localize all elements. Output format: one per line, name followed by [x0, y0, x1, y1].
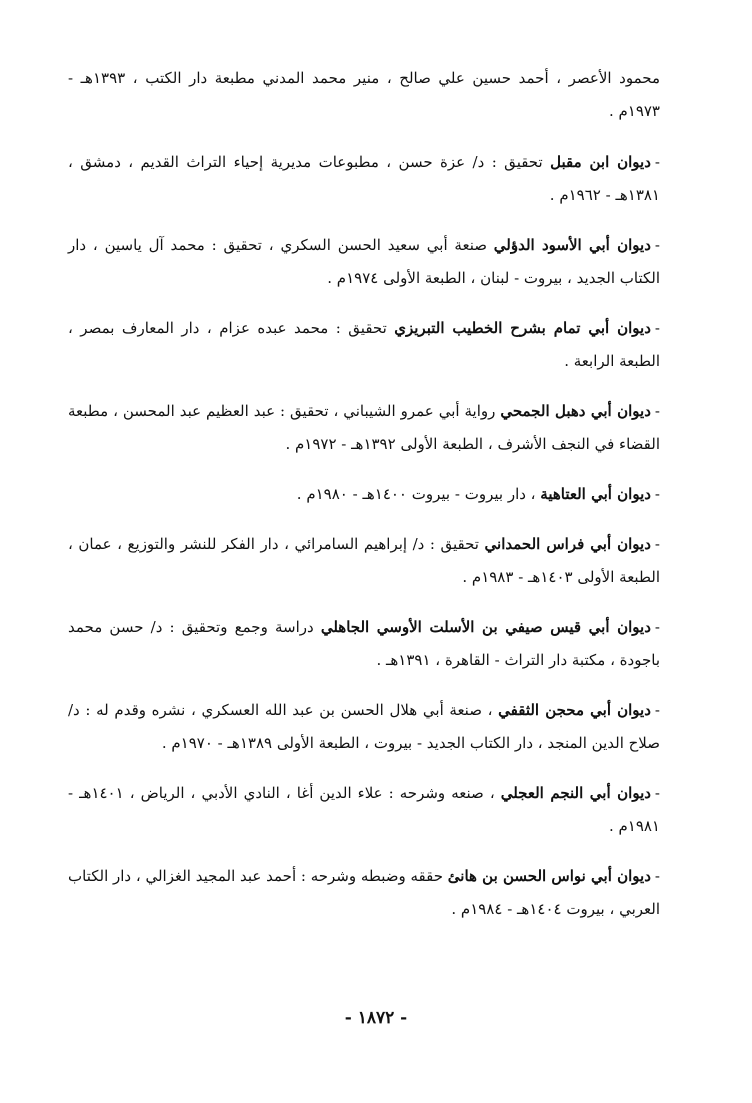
entry-details: تحقيق : محمد عبده عزام ، دار المعارف بمصر ، الطبعة الرابعة . — [68, 319, 660, 370]
entry-dash: - — [654, 236, 660, 254]
continuation-entry — [68, 62, 660, 128]
page-number: - ١٨٧٢ - — [344, 1008, 408, 1028]
entry-dash: - — [654, 402, 660, 420]
entry-details: دراسة وجمع وتحقيق : د/ حسن محمد باجودة ، مكتبة دار التراث - القاهرة ، ١٣٩١هـ . — [68, 618, 660, 669]
entry-dash: - — [654, 867, 660, 885]
entry-dash: - — [654, 701, 660, 719]
bibliography-entry — [68, 146, 660, 212]
entry-dash: - — [654, 485, 660, 503]
bibliography-entry — [68, 777, 660, 843]
bibliography-page — [68, 62, 660, 943]
entry-details: ، صنعه وشرحه : علاء الدين أغا ، النادي الأدبي ، الرياض ، ١٤٠١هـ - ١٩٨١م . — [68, 784, 660, 835]
bibliography-entry — [68, 478, 660, 511]
bibliography-entry — [68, 312, 660, 378]
entry-title: ديوان أبي محجن الثقفي — [498, 701, 651, 719]
entry-title: ديوان أبي قيس صيفي بن الأسلت الأوسي الجاهلي — [320, 618, 651, 636]
entry-details: رواية أبي عمرو الشيباني ، تحقيق : عبد العظيم عبد المحسن ، مطبعة القضاء في النجف الأشرف ، الطبعة الأولى ١٣٩٢هـ - ١٩٧٢م . — [68, 402, 660, 453]
bibliography-entry — [68, 694, 660, 760]
entry-dash: - — [654, 319, 660, 337]
entry-dash: - — [654, 535, 660, 553]
entry-title: ديوان أبي تمام بشرح الخطيب التبريزي — [394, 319, 651, 337]
continuation-text: محمود الأعصر ، أحمد حسين علي صالح ، منير محمد المدني مطبعة دار الكتب ، ١٣٩٣هـ - ١٩٧٣م . — [68, 69, 660, 120]
entry-title: ديوان أبي فراس الحمداني — [484, 535, 651, 553]
entry-dash: - — [654, 618, 660, 636]
bibliography-entry — [68, 860, 660, 926]
entry-details: ، صنعة أبي هلال الحسن بن عبد الله العسكري ، نشره وقدم له : د/ صلاح الدين المنجد ، دار الكتاب الجديد - بيروت ، الطبعة الأولى ١٣٨٩هـ - ١٩٧٠م . — [68, 701, 660, 752]
bibliography-entry — [68, 611, 660, 677]
entry-title: ديوان أبي نواس الحسن بن هانئ — [447, 867, 651, 885]
entry-title: ديوان ابن مقبل — [550, 153, 651, 171]
entry-dash: - — [654, 784, 660, 802]
entry-dash: - — [654, 153, 660, 171]
bibliography-entry — [68, 395, 660, 461]
entry-title: ديوان أبي دهبل الجمحي — [500, 402, 651, 420]
bibliography-entry — [68, 528, 660, 594]
entry-title: ديوان أبي الأسود الدؤلي — [493, 236, 651, 254]
entry-details: تحقيق : د/ عزة حسن ، مطبوعات مديرية إحياء التراث القديم ، دمشق ، ١٣٨١هـ - ١٩٦٢م . — [68, 153, 660, 204]
entry-details: تحقيق : د/ إبراهيم السامرائي ، دار الفكر للنشر والتوزيع ، عمان ، الطبعة الأولى ١٤٠٣هـ - ١٩٨٣م . — [68, 535, 660, 586]
entry-title: ديوان أبي النجم العجلي — [500, 784, 651, 802]
entry-details: صنعة أبي سعيد الحسن السكري ، تحقيق : محمد آل ياسين ، دار الكتاب الجديد ، بيروت - لبنان ، الطبعة الأولى ١٩٧٤م . — [68, 236, 660, 287]
entry-details: حققه وضبطه وشرحه : أحمد عبد المجيد الغزالي ، دار الكتاب العربي ، بيروت ١٤٠٤هـ - ١٩٨٤م . — [68, 867, 660, 918]
entry-details: ، دار بيروت - بيروت ١٤٠٠هـ - ١٩٨٠م . — [296, 485, 541, 503]
entry-title: ديوان أبي العتاهية — [540, 485, 651, 503]
bibliography-entry — [68, 229, 660, 295]
